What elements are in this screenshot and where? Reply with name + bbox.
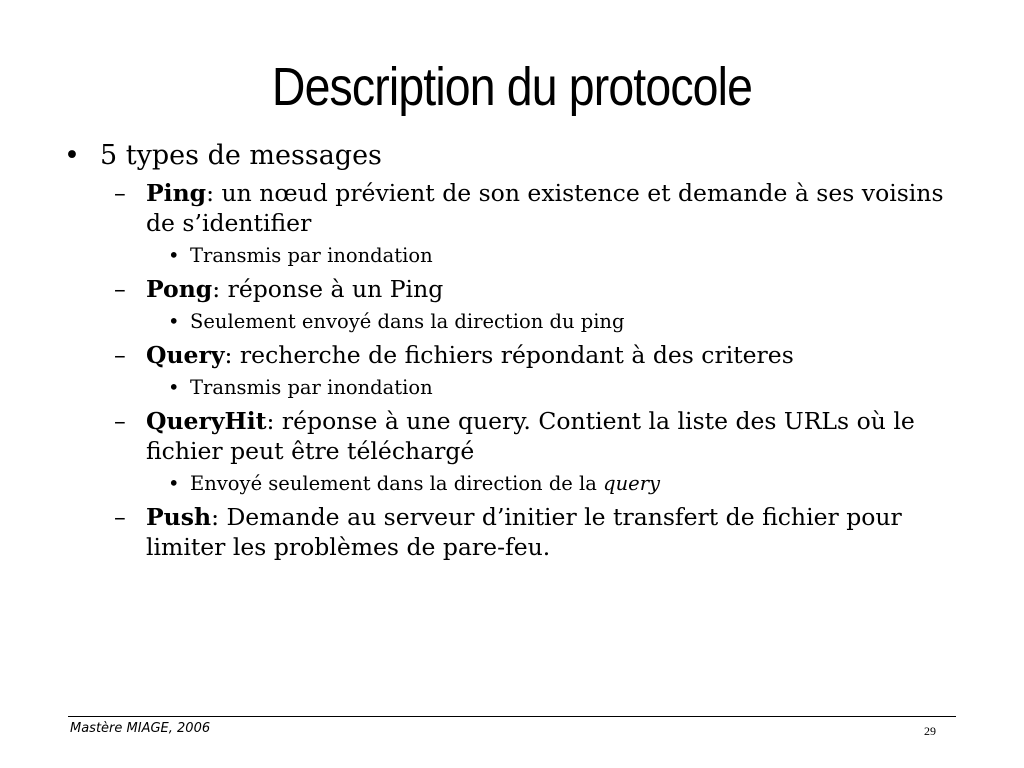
footer-divider [68, 716, 956, 717]
dash-icon: – [114, 407, 126, 435]
message-description: : un nœud prévient de son existence et demande à ses voisins de s’identifier [146, 179, 944, 237]
subitem-text: Transmis par inondation [190, 376, 433, 399]
message-item-query [64, 340, 964, 370]
message-description: : réponse à une query. Contient la liste des URLs où le fichier peut être téléchargé [146, 407, 915, 465]
slide-title: Description du protocole [271, 57, 753, 117]
message-subitem-queryhit [64, 470, 964, 498]
message-term: Ping [146, 179, 207, 207]
bullet-icon: • [168, 310, 180, 333]
dash-icon: – [114, 179, 126, 207]
message-description: : Demande au serveur d’initier le transfert de fichier pour limiter les problèmes de pare-feu. [146, 503, 902, 561]
message-term: Pong [146, 275, 213, 303]
subitem-text: Envoyé seulement dans la direction de la [190, 472, 604, 495]
page-number: 29 [924, 724, 936, 738]
slide-content [64, 138, 964, 562]
message-item-pong [64, 274, 964, 304]
message-item-queryhit [64, 406, 964, 466]
main-bullet-text: 5 types de messages [100, 140, 382, 171]
message-item-ping [64, 178, 964, 238]
message-subitem-query [64, 374, 964, 402]
subitem-text: Seulement envoyé dans la direction du ping [190, 310, 625, 333]
message-description: : réponse à un Ping [212, 275, 444, 303]
footer-caption: Mastère MIAGE, 2006 [70, 721, 211, 736]
bullet-icon: • [168, 376, 180, 399]
message-term: QueryHit [146, 407, 267, 435]
message-term: Push [146, 503, 212, 531]
message-item-push [64, 502, 964, 562]
dash-icon: – [114, 341, 126, 369]
message-subitem-pong [64, 308, 964, 336]
bullet-icon: • [64, 140, 80, 171]
dash-icon: – [114, 503, 126, 531]
bullet-icon: • [168, 472, 180, 495]
dash-icon: – [114, 275, 126, 303]
main-bullet-item [64, 138, 964, 174]
message-term: Query [146, 341, 225, 369]
subitem-text: Transmis par inondation [190, 244, 433, 267]
bullet-icon: • [168, 244, 180, 267]
message-subitem-ping [64, 242, 964, 270]
subitem-emphasis: query [603, 472, 661, 495]
message-description: : recherche de fichiers répondant à des criteres [224, 341, 794, 369]
